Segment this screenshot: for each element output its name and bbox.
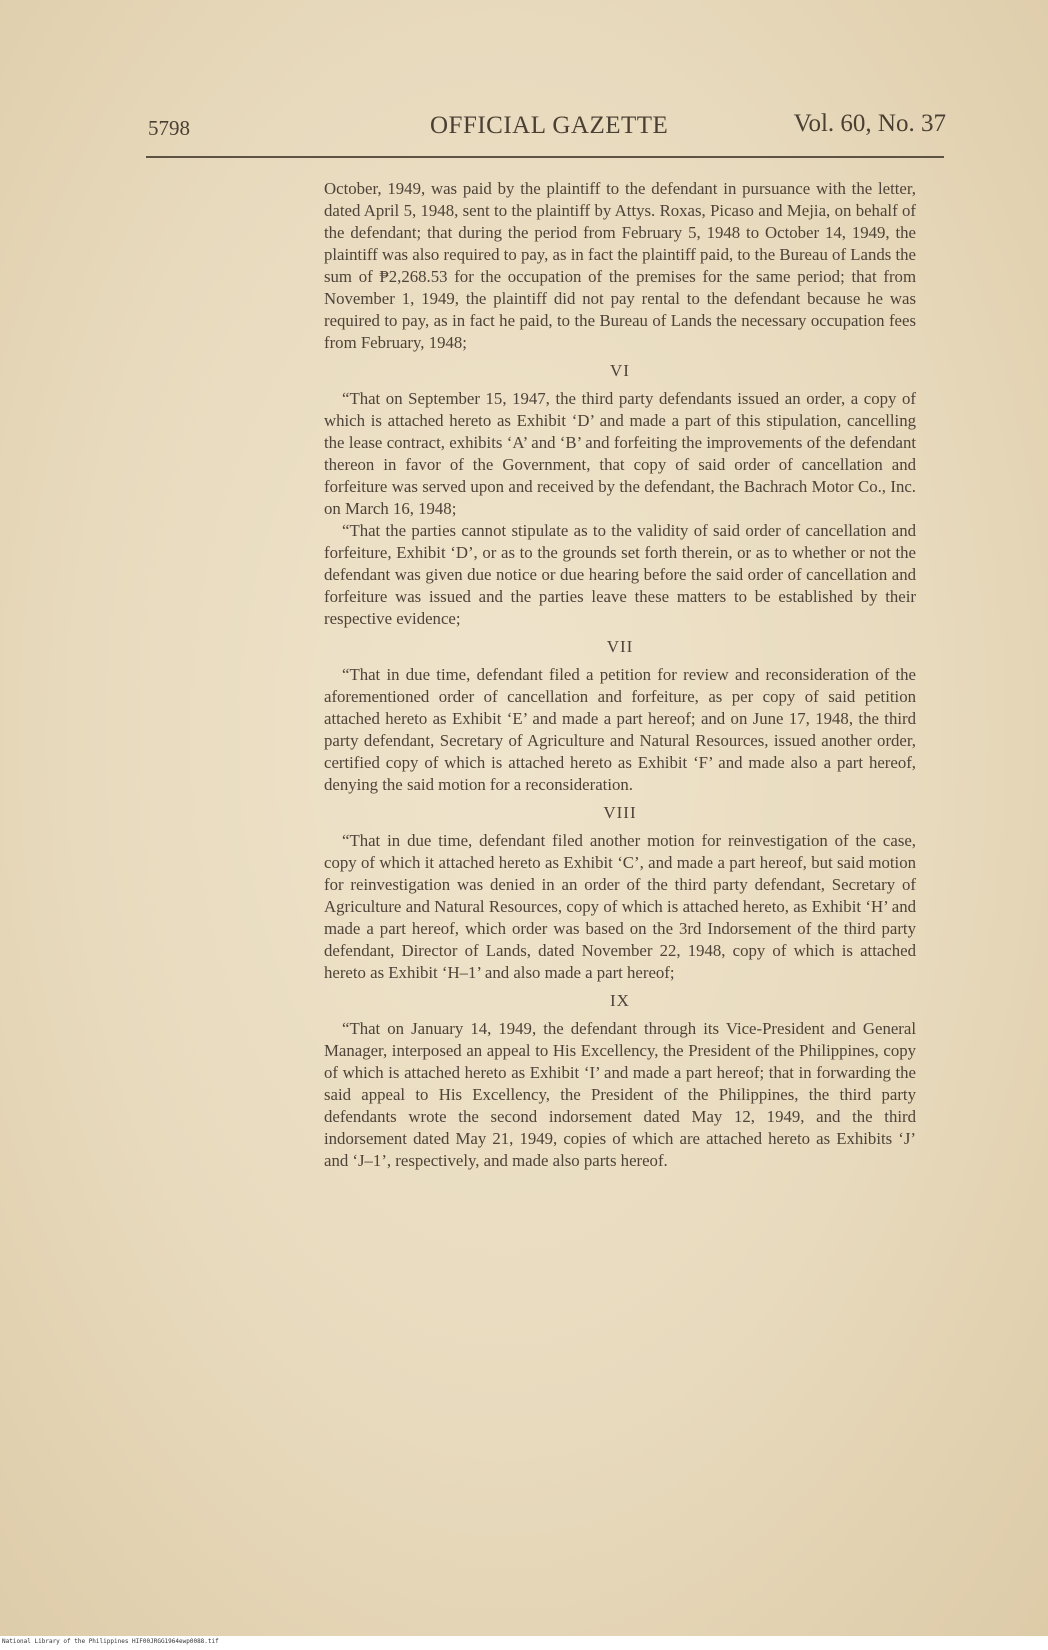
section-number: IX	[610, 991, 630, 1010]
volume-number: Vol. 60, No. 37	[793, 110, 946, 137]
body-text	[324, 178, 916, 1172]
paragraph: October, 1949, was paid by the plaintiff to the defendant in pursuance with the letter, dated April 5, 1948, sent to the plaintiff by Attys. Roxas, Picaso and Mejia, on behalf of the defendant; that during the period from February 5, 1948 to October 14, 1949, the plaintiff was also required to pay, as in fact the plaintiff paid, to the Bureau of Lands the sum of ₱2,268.53 for the occupation of the premises for the same period; that from November 1, 1949, the plaintiff did not pay rental to the defendant because he was required to pay, as in fact he paid, to the Bureau of Lands the necessary occupation fees from February, 1948;	[324, 179, 916, 352]
section-number: VIII	[603, 803, 637, 822]
page-header	[148, 108, 946, 148]
section-number: VII	[606, 637, 634, 656]
paragraph: “That the parties cannot stipulate as to the validity of said order of cancellation and forfeiture, Exhibit ‘D’, or as to the grounds set forth therein, or as to whether or not the defendant was given due notice or due hearing before the said order of cancellation and forfeiture was issued and the parties leave these matters to be established by their respective evidence;	[324, 521, 916, 628]
paragraph: “That on January 14, 1949, the defendant through its Vice-President and General Manager, interposed an appeal to His Excellency, the President of the Philippines, copy of which is attached hereto as Exhibit ‘I’ and made a part hereof; that in forwarding the said appeal to His Excellency, the President of the Philippines, the third party defendants wrote the second indorsement dated May 12, 1949, and the third indorsement dated May 21, 1949, copies of which are attached hereto as Exhibits ‘J’ and ‘J–1’, respectively, and made also parts hereof.	[324, 1019, 916, 1170]
paragraph: “That in due time, defendant filed a petition for review and reconsideration of the aforementioned order of cancellation and forfeiture, as per copy of said petition attached hereto as Exhibit ‘E’ and made a part hereof; and on June 17, 1948, the third party defendant, Secretary of Agriculture and Natural Resources, issued another order, certified copy of which is attached hereto as Exhibit ‘F’ and made also a part hereof, denying the said motion for a reconsideration.	[324, 665, 916, 794]
paragraph: “That on September 15, 1947, the third party defendants issued an order, a copy of which is attached hereto as Exhibit ‘D’ and made a part of this stipulation, cancelling the lease contract, exhibits ‘A’ and ‘B’ and forfeiting the improvements of the defendant thereon in favor of the Government, that copy of said order of cancellation and forfeiture was served upon and received by the defendant, the Bachrach Motor Co., Inc. on March 16, 1948;	[324, 389, 916, 518]
section-number: VI	[610, 361, 630, 380]
page-number: 5798	[148, 116, 190, 140]
publication-title: OFFICIAL GAZETTE	[430, 112, 669, 139]
scan-footer: National Library of the Philippines HIF00JRGG1964ewp0088.tif	[2, 1638, 219, 1645]
header-rule	[146, 156, 944, 158]
paragraph: “That in due time, defendant filed another motion for reinvestigation of the case, copy of which it attached hereto as Exhibit ‘C’, and made a part hereof, but said motion for reinvestigation was denied in an order of the third party defendant, Secretary of Agriculture and Natural Resources, copy of which is attached hereto, as Exhibit ‘H’ and made a part hereof, which order was based on the 3rd Indorsement of the third party defendant, Director of Lands, dated November 22, 1948, copy of which is attached hereto as Exhibit ‘H–1’ and also made a part hereof;	[324, 831, 916, 982]
